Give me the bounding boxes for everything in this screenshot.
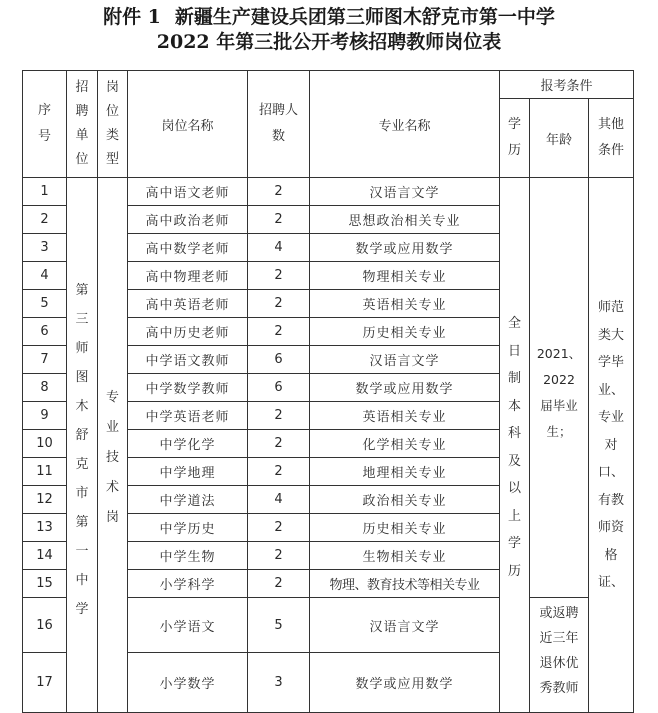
age-alt-cell-char: 秀教师: [539, 681, 579, 696]
row-major: 汉语言文学: [310, 346, 500, 374]
other-conditions-cell-char: 对: [604, 437, 618, 453]
unit-cell-char: 中: [75, 573, 89, 588]
header-post-type-char: 位: [105, 104, 119, 119]
row-seq: 10: [23, 430, 67, 458]
row-count: 2: [248, 570, 310, 598]
row-seq: 1: [23, 178, 67, 206]
header-unit: [67, 71, 98, 178]
row-seq: 11: [23, 458, 67, 486]
post-type-cell-char: 业: [105, 420, 119, 435]
row-seq: 13: [23, 514, 67, 542]
header-unit-char: 单: [75, 128, 89, 143]
education-cell-char: 学: [507, 536, 521, 551]
education-cell-char: 以: [507, 481, 521, 496]
other-conditions-cell-char: 类大: [597, 327, 624, 343]
header-other-line: 条件: [597, 143, 624, 158]
header-seq-char: 号: [37, 129, 51, 144]
row-post-name: 高中语文老师: [128, 178, 248, 206]
row-count: 4: [248, 234, 310, 262]
education-cell-char: 及: [507, 453, 521, 469]
unit-cell-char: 一: [75, 544, 89, 559]
other-conditions-cell-char: 格: [604, 547, 618, 563]
row-count: 5: [248, 598, 310, 653]
row-post-name: 中学语文教师: [128, 346, 248, 374]
header-other-line: 其他: [597, 117, 624, 132]
unit-cell-char: 第: [75, 515, 89, 530]
age-alt-cell-char: 退休优: [539, 656, 579, 671]
row-major: 英语相关专业: [310, 402, 500, 430]
other-conditions-cell-char: 有教: [597, 492, 624, 508]
education-cell-char: 本: [507, 398, 521, 414]
row-major: 物理、教育技术等相关专业: [310, 570, 500, 598]
row-major: 化学相关专业: [310, 430, 500, 458]
row-post-name: 中学化学: [128, 430, 248, 458]
row-seq: 8: [23, 374, 67, 402]
age-cell-char: 2021、: [536, 346, 582, 361]
unit-cell-char: 舒: [75, 428, 89, 443]
header-post-name: 岗位名称: [128, 71, 248, 178]
row-count: 2: [248, 206, 310, 234]
row-count: 2: [248, 458, 310, 486]
row-post-name: 高中物理老师: [128, 262, 248, 290]
header-education: [500, 99, 530, 178]
row-major: 数学或应用数学: [310, 234, 500, 262]
row-post-name: 小学数学: [128, 653, 248, 713]
unit-cell-char: 图: [75, 370, 89, 385]
header-count-line: 数: [271, 129, 285, 144]
row-seq: 12: [23, 486, 67, 514]
row-seq: 4: [23, 262, 67, 290]
row-post-name: 中学历史: [128, 514, 248, 542]
row-seq: 7: [23, 346, 67, 374]
header-unit-char: 聘: [75, 104, 89, 119]
unit-cell-char: 木: [75, 399, 89, 414]
unit-cell-char: 第: [75, 283, 89, 298]
education-cell-char: 科: [507, 426, 521, 441]
row-major: 历史相关专业: [310, 514, 500, 542]
row-major: 历史相关专业: [310, 318, 500, 346]
row-seq: 2: [23, 206, 67, 234]
education-cell-char: 全: [507, 316, 521, 331]
other-conditions-cell-char: 业、: [597, 382, 624, 398]
row-seq: 6: [23, 318, 67, 346]
header-post-type-char: 类: [105, 128, 119, 143]
row-major: 汉语言文学: [310, 598, 500, 653]
row-seq: 15: [23, 570, 67, 598]
document-title-line1: [0, 2, 658, 29]
header-seq: [23, 71, 67, 178]
header-unit-char: 位: [75, 152, 89, 167]
header-seq-char: 序: [37, 103, 51, 118]
post-type-cell-char: 专: [105, 390, 119, 405]
header-count-line: 招聘人: [258, 103, 298, 118]
other-conditions-cell-char: 师范: [597, 300, 624, 315]
post-type-cell: [98, 178, 128, 713]
row-post-name: 小学科学: [128, 570, 248, 598]
row-seq: 3: [23, 234, 67, 262]
table-row: [23, 178, 634, 206]
row-count: 2: [248, 178, 310, 206]
row-major: 生物相关专业: [310, 542, 500, 570]
education-cell-char: 历: [507, 563, 521, 579]
row-seq: 9: [23, 402, 67, 430]
header-education-char: 历: [507, 143, 521, 158]
header-post-type: [98, 71, 128, 178]
row-count: 2: [248, 262, 310, 290]
education-cell-char: 制: [507, 371, 521, 386]
age-cell-char: 2022: [543, 372, 575, 387]
other-conditions-cell-char: 口、: [597, 465, 624, 480]
education-cell-char: 日: [507, 343, 521, 359]
header-post-type-char: 岗: [105, 80, 119, 95]
row-post-name: 高中历史老师: [128, 318, 248, 346]
row-post-name: 高中英语老师: [128, 290, 248, 318]
unit-cell: [67, 178, 98, 713]
age-cell-char: 生；: [546, 424, 572, 439]
row-post-name: 中学生物: [128, 542, 248, 570]
header-unit-char: 招: [75, 80, 89, 95]
row-post-name: 高中政治老师: [128, 206, 248, 234]
title-text-1: 新疆生产建设兵团第三师图木舒克市第一中学: [174, 6, 555, 28]
row-count: 2: [248, 430, 310, 458]
document-title-line2: 2022 年第三批公开考核招聘教师岗位表: [156, 31, 502, 53]
row-count: 4: [248, 486, 310, 514]
age-alt-cell-char: 或返聘: [539, 606, 579, 621]
row-count: 2: [248, 290, 310, 318]
row-major: 物理相关专业: [310, 262, 500, 290]
header-post-type-char: 型: [105, 152, 119, 167]
row-count: 2: [248, 402, 310, 430]
other-conditions-cell-char: 证、: [597, 575, 624, 590]
row-major: 思想政治相关专业: [310, 206, 500, 234]
post-type-cell-char: 技: [105, 450, 119, 465]
header-education-char: 学: [507, 117, 521, 132]
row-major: 数学或应用数学: [310, 374, 500, 402]
header-conditions: 报考条件: [500, 71, 634, 99]
row-count: 3: [248, 653, 310, 713]
header-age: 年龄: [530, 99, 589, 178]
row-count: 2: [248, 514, 310, 542]
recruitment-table: [22, 70, 634, 713]
age-cell: [530, 178, 589, 598]
row-post-name: 高中数学老师: [128, 234, 248, 262]
row-major: 汉语言文学: [310, 178, 500, 206]
unit-cell-char: 学: [75, 602, 89, 617]
education-cell: [500, 178, 530, 713]
row-post-name: 中学地理: [128, 458, 248, 486]
row-major: 地理相关专业: [310, 458, 500, 486]
unit-cell-char: 克: [75, 457, 89, 472]
row-seq: 14: [23, 542, 67, 570]
row-post-name: 中学英语老师: [128, 402, 248, 430]
header-major: 专业名称: [310, 71, 500, 178]
age-cell-char: 届毕业: [540, 398, 578, 413]
age-alt-cell: [530, 598, 589, 713]
post-type-cell-char: 岗: [105, 510, 119, 525]
row-major: 数学或应用数学: [310, 653, 500, 713]
attachment-tag: 附件 1: [103, 6, 161, 28]
row-seq: 5: [23, 290, 67, 318]
other-conditions-cell-char: 师资: [597, 520, 624, 535]
other-conditions-cell: [589, 178, 634, 713]
header-count: [248, 71, 310, 178]
post-type-cell-char: 术: [105, 480, 119, 495]
age-alt-cell-char: 近三年: [539, 631, 579, 646]
row-seq: 16: [23, 598, 67, 653]
row-major: 英语相关专业: [310, 290, 500, 318]
row-count: 6: [248, 346, 310, 374]
row-post-name: 中学数学教师: [128, 374, 248, 402]
row-post-name: 小学语文: [128, 598, 248, 653]
row-post-name: 中学道法: [128, 486, 248, 514]
row-seq: 17: [23, 653, 67, 713]
unit-cell-char: 三: [75, 312, 89, 327]
education-cell-char: 上: [507, 508, 521, 524]
header-other: [589, 99, 634, 178]
unit-cell-char: 师: [75, 341, 89, 356]
unit-cell-char: 市: [75, 486, 89, 501]
row-count: 2: [248, 318, 310, 346]
row-count: 6: [248, 374, 310, 402]
row-count: 2: [248, 542, 310, 570]
row-major: 政治相关专业: [310, 486, 500, 514]
other-conditions-cell-char: 学毕: [597, 355, 624, 370]
other-conditions-cell-char: 专业: [597, 410, 624, 425]
